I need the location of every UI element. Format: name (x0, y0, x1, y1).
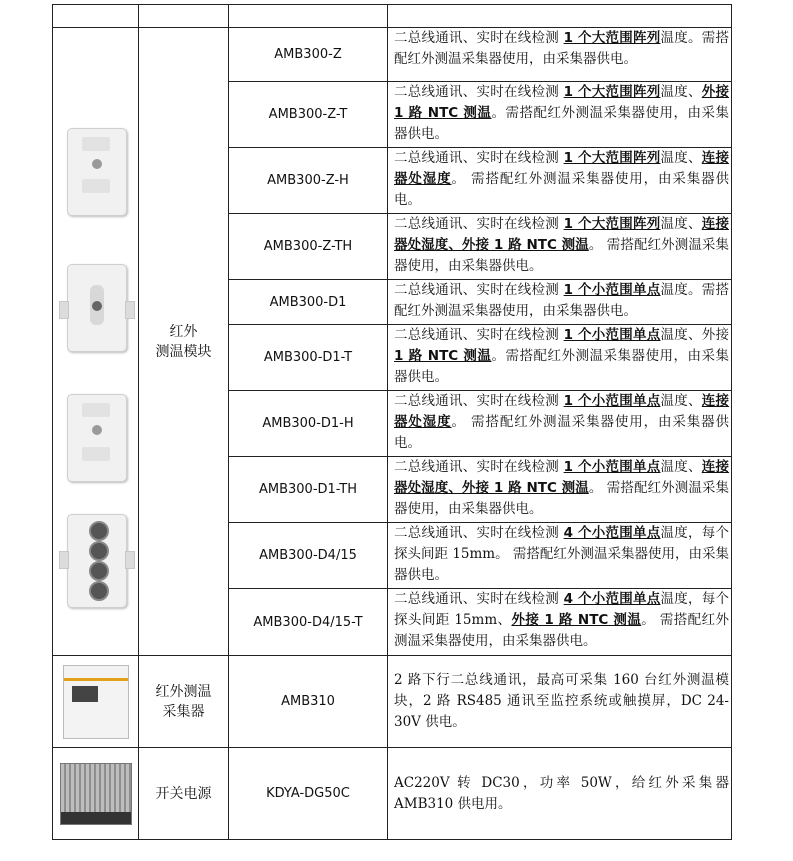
desc-text: 二总线通讯、实时在线检测 (394, 327, 564, 343)
table-row (53, 656, 732, 748)
desc-text: 。 需搭配红外测温采集器使用，由采集器供电。 (394, 414, 729, 451)
function-cell: 2 路下行二总线通讯，最高可采集 160 台红外测温模块，2 路 RS485 通讯至监控系统或触摸屏，DC 24-30V 供电。 (388, 656, 732, 748)
emphasis-text: 1 个小范围单点 (563, 459, 661, 475)
function-cell (388, 82, 732, 148)
function-cell (388, 214, 732, 280)
model-cell: AMB300-D1-H (229, 391, 388, 457)
header-function (388, 5, 732, 28)
desc-text: 温度，每个探头间距 15mm、 (394, 591, 730, 628)
model-cell: AMB300-D1 (229, 280, 388, 325)
desc-text: 二总线通讯、实时在线检测 (394, 459, 564, 475)
function-cell (388, 391, 732, 457)
function-cell (388, 28, 732, 82)
desc-text: 二总线通讯、实时在线检测 (394, 150, 564, 166)
desc-text: 。 需搭配红外测温采集器使用，由采集器供电。 (394, 480, 730, 517)
desc-text: 温度，每个探头间距 15mm。 需搭配红外测温采集器使用，由采集器供电。 (394, 525, 730, 583)
emphasis-text: 1 个大范围阵列 (563, 84, 661, 100)
desc-text: 温度、外接 (660, 327, 730, 343)
emphasis-text: 外接 1 路 NTC 测温 (394, 84, 730, 121)
header-row (53, 5, 732, 28)
desc-text: 温度。需搭配红外测温采集器使用，由采集器供电。 (394, 282, 730, 319)
model-cell: AMB300-D4/15 (229, 523, 388, 589)
model-cell: AMB300-D1-TH (229, 457, 388, 523)
module-photos (53, 28, 139, 656)
model-cell: KDYA-DG50C (229, 748, 388, 840)
group-name-power: 开关电源 (139, 748, 229, 840)
emphasis-text: 1 个小范围单点 (563, 393, 661, 409)
emphasis-text: 外接 1 路 NTC 测温 (511, 612, 642, 628)
desc-text: 。需搭配红外测温采集器使用，由采集器供电。 (394, 105, 729, 142)
function-cell (388, 523, 732, 589)
emphasis-text: 连接器处湿度 (394, 393, 730, 430)
function-cell (388, 148, 732, 214)
desc-text: 温度、 (660, 393, 702, 409)
function-cell (388, 280, 732, 325)
model-cell: AMB300-D1-T (229, 325, 388, 391)
desc-text: 二总线通讯、实时在线检测 (394, 393, 564, 409)
group-name-module: 红外 测温模块 (139, 28, 229, 656)
emphasis-text: 1 个大范围阵列 (563, 30, 661, 46)
model-cell: AMB300-Z-H (229, 148, 388, 214)
desc-text: 二总线通讯、实时在线检测 (394, 525, 564, 541)
header-device-name (139, 5, 229, 28)
desc-text: 二总线通讯、实时在线检测 (394, 282, 564, 298)
desc-text: 。需搭配红外测温采集器使用，由采集器供电。 (394, 348, 729, 385)
emphasis-text: 连接器处湿度、外接 1 路 NTC 测温 (394, 459, 730, 496)
emphasis-text: 连接器处湿度、外接 1 路 NTC 测温 (394, 216, 730, 253)
emphasis-text: 1 个大范围阵列 (563, 150, 661, 166)
emphasis-text: 4 个小范围单点 (563, 525, 661, 541)
model-cell: AMB300-Z-TH (229, 214, 388, 280)
model-cell: AMB300-Z-T (229, 82, 388, 148)
module-photo-d1 (67, 264, 127, 352)
table-row (53, 748, 732, 840)
desc-text: 温度、 (660, 459, 702, 475)
desc-text: 。 需搭配红外测温采集器使用，由采集器供电。 (394, 612, 730, 649)
module-photo-z-h (67, 394, 127, 482)
collector-image (63, 665, 129, 739)
desc-text: 二总线通讯、实时在线检测 (394, 84, 564, 100)
model-cell: AMB310 (229, 656, 388, 748)
desc-text: 温度、 (660, 84, 702, 100)
power-photo (53, 748, 139, 840)
desc-text: 二总线通讯、实时在线检测 (394, 591, 564, 607)
collector-photo (53, 656, 139, 748)
desc-text: 。 需搭配红外测温采集器使用，由采集器供电。 (394, 237, 730, 274)
header-appearance (53, 5, 139, 28)
desc-text: 二总线通讯、实时在线检测 (394, 216, 564, 232)
desc-text: 温度、 (660, 150, 702, 166)
module-photo-z (67, 128, 127, 216)
model-cell: AMB300-Z (229, 28, 388, 82)
function-cell (388, 457, 732, 523)
emphasis-text: 1 个小范围单点 (563, 282, 661, 298)
emphasis-text: 连接器处湿度 (394, 150, 730, 187)
header-model (229, 5, 388, 28)
model-cell: AMB300-D4/15-T (229, 589, 388, 656)
table-row (53, 28, 732, 82)
power-supply-image (60, 763, 132, 825)
desc-text: 温度。需搭配红外测温采集器使用，由采集器供电。 (394, 30, 730, 67)
group-name-collector: 红外测温 采集器 (139, 656, 229, 748)
desc-text: 温度、 (660, 216, 702, 232)
desc-text: 。 需搭配红外测温采集器使用，由采集器供电。 (394, 171, 729, 208)
function-cell (388, 325, 732, 391)
emphasis-text: 1 路 NTC 测温 (394, 348, 492, 364)
module-photo-d4 (67, 514, 127, 608)
emphasis-text: 1 个小范围单点 (563, 327, 661, 343)
emphasis-text: 1 个大范围阵列 (563, 216, 661, 232)
device-spec-table (52, 4, 732, 840)
desc-text: 二总线通讯、实时在线检测 (394, 30, 564, 46)
function-cell (388, 589, 732, 656)
function-cell: AC220V 转 DC30，功率 50W，给红外采集器 AMB310 供电用。 (388, 748, 732, 840)
emphasis-text: 4 个小范围单点 (563, 591, 661, 607)
